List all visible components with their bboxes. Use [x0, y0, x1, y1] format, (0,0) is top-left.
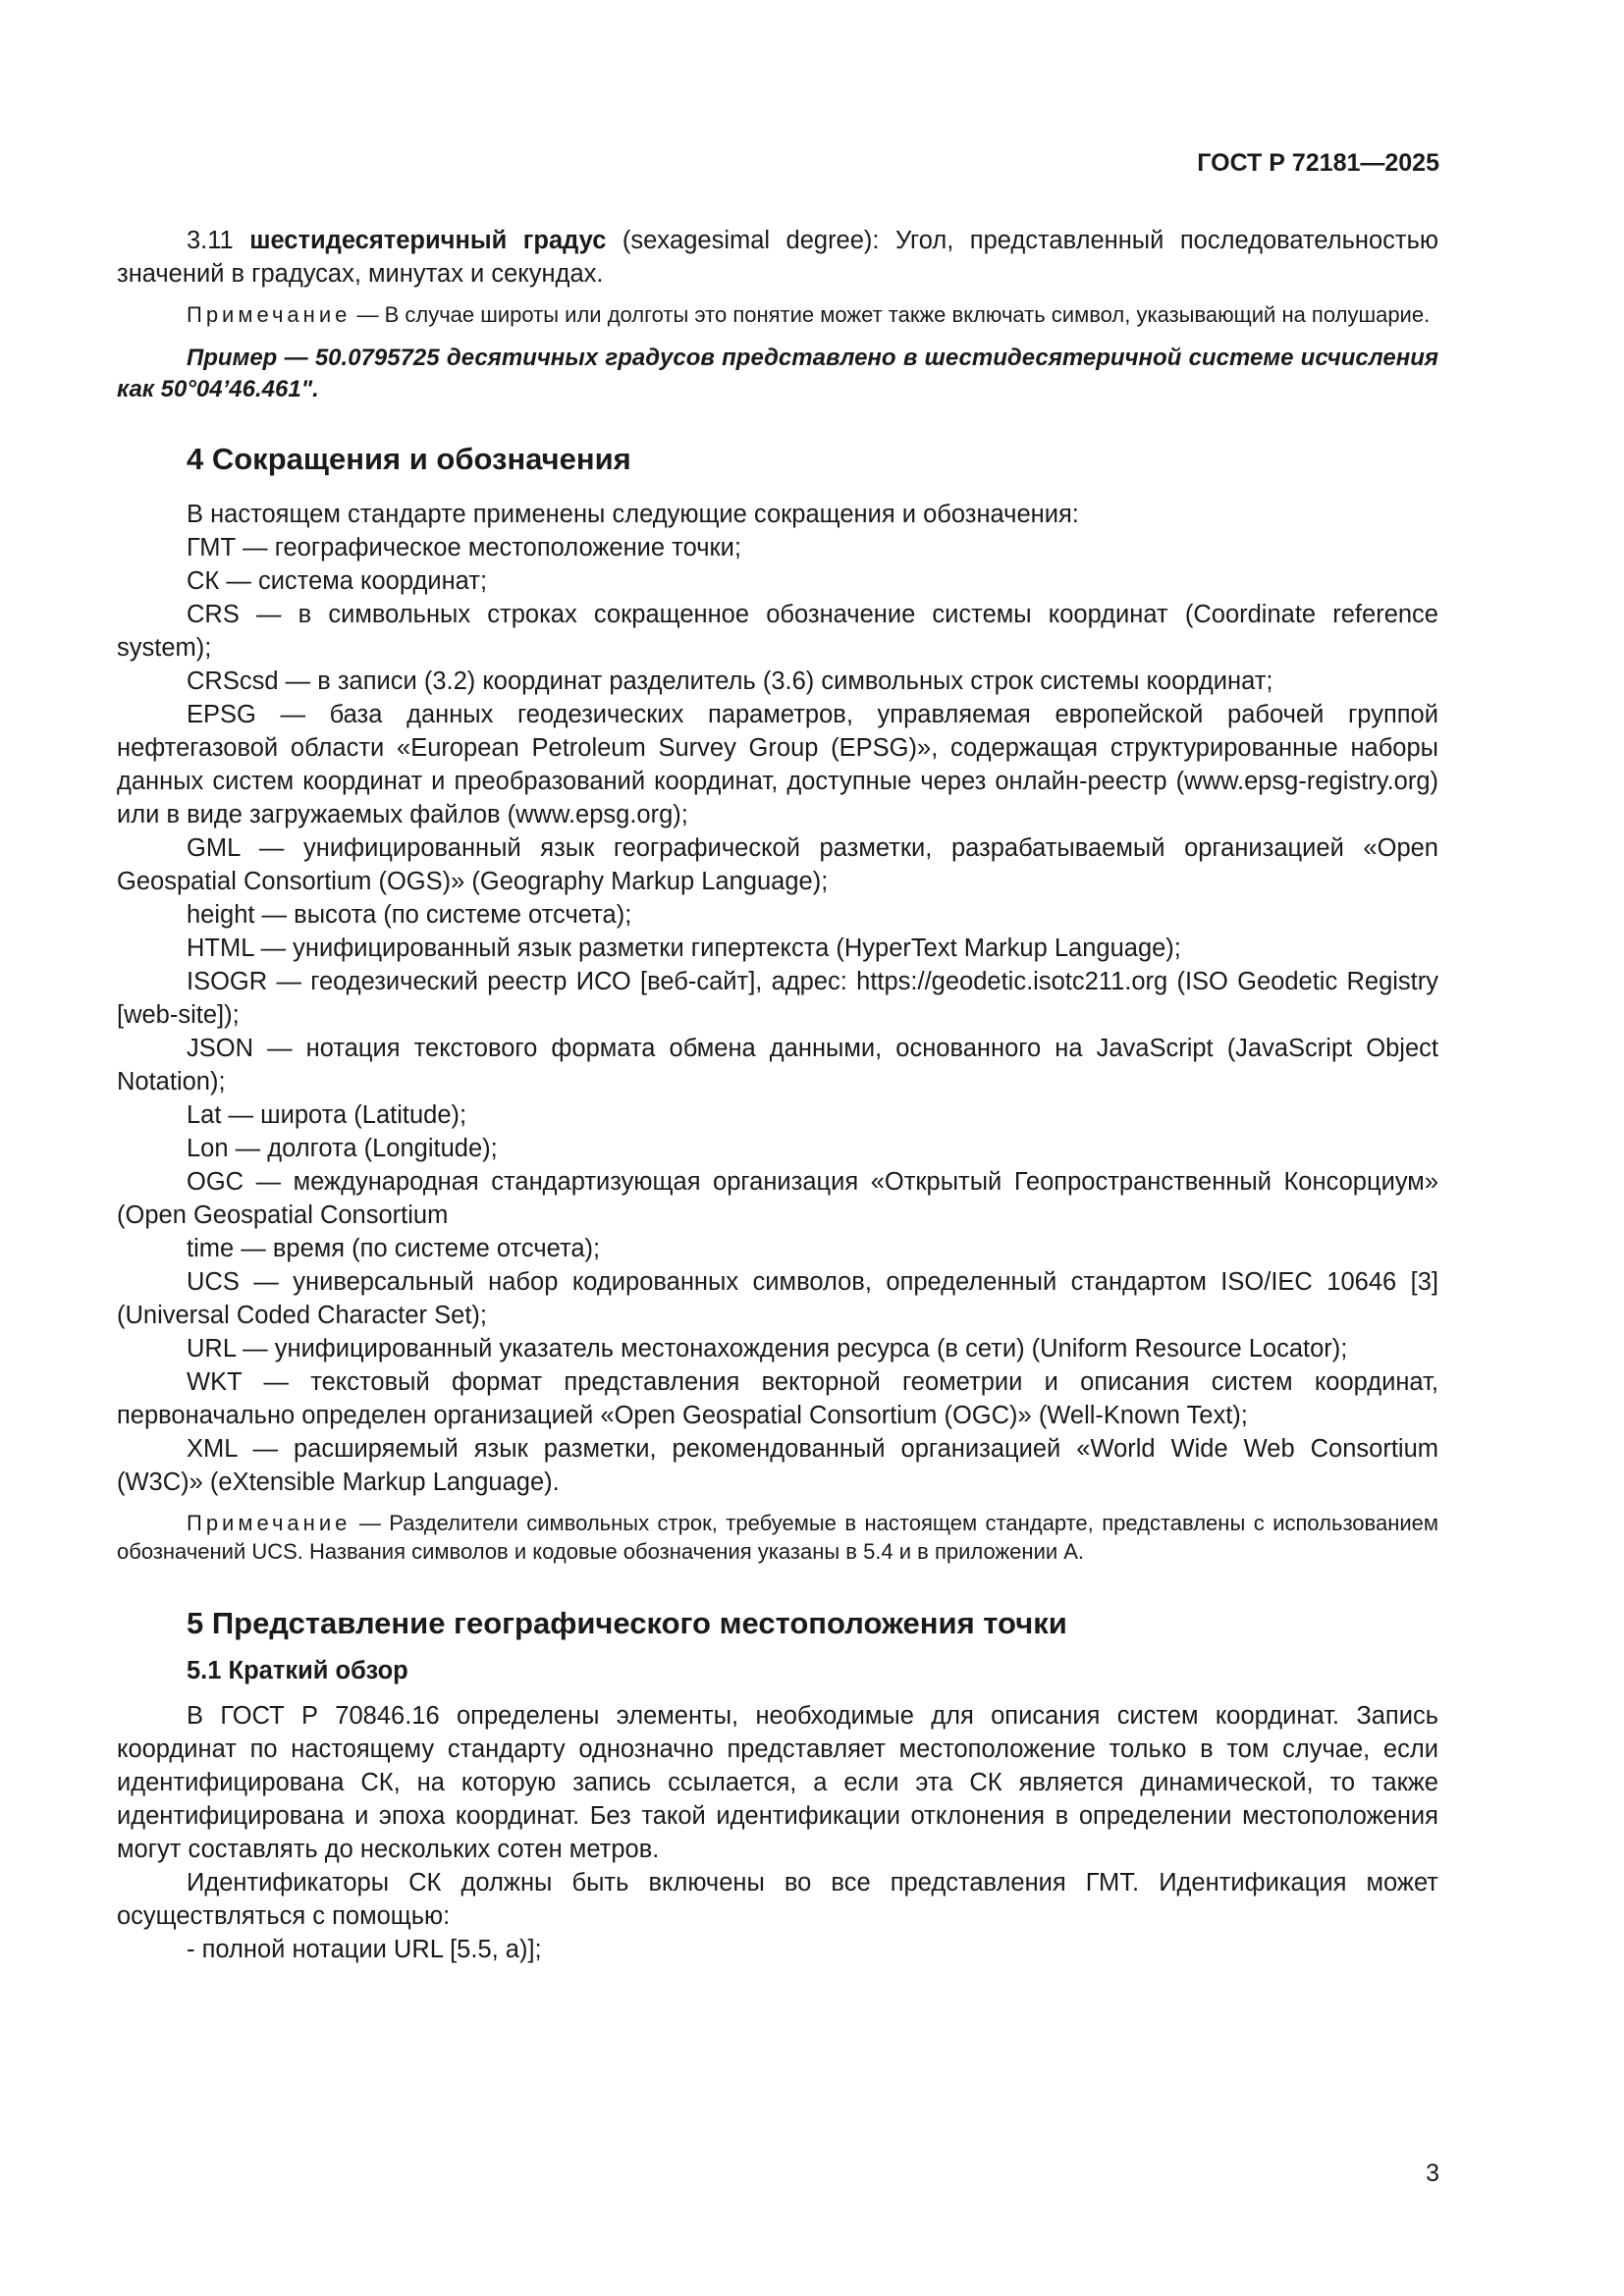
- term-definition: (sexagesimal degree): Угол, представленный последовательностью значений в градусах, минутах и секундах.: [117, 227, 1439, 288]
- term-number: 3.11: [187, 227, 250, 254]
- section-4-intro: В настоящем стандарте применены следующие сокращения и обозначения:: [187, 501, 1079, 528]
- term-name: шестидесятеричный градус: [249, 227, 607, 254]
- example-term-3-11: Пример — 50.0795725 десятичных градусов представлено в шестидесятеричной системе исчисления как 50°04’46.461".: [117, 345, 1438, 402]
- abbreviation-item: CRScsd — в записи (3.2) координат разделитель (3.6) символьных строк системы координат;: [187, 667, 1273, 695]
- note-section-4: [117, 1509, 1438, 1566]
- note-term-3-11: [117, 300, 1438, 329]
- section-4-heading: 4 Сокращения и обозначения: [187, 442, 631, 476]
- section-5-paragraph-2: Идентификаторы СК должны быть включены во все представления ГМТ. Идентификация может осуществляться с помощью:: [117, 1869, 1438, 1930]
- abbreviation-item: time — время (по системе отсчета);: [187, 1235, 601, 1262]
- term-3-11: [117, 224, 1438, 291]
- note-text: — В случае широты или долготы это понятие может также включать символ, указывающий на полушарие.: [351, 302, 1431, 327]
- document-header: ГОСТ Р 72181—2025: [1197, 149, 1439, 177]
- note-label: Примечание: [187, 1511, 352, 1535]
- abbreviation-item: Lat — широта (Latitude);: [187, 1101, 467, 1129]
- abbreviation-item: ISOGR — геодезический реестр ИСО [веб-сайт], адрес: https://geodetic.isotc211.org (ISO Geodetic Registry [web-site]);: [117, 968, 1438, 1029]
- subsection-5-1-heading: 5.1 Краткий обзор: [187, 1657, 408, 1684]
- abbreviation-item: EPSG — база данных геодезических параметров, управляемая европейской рабочей группой нефтегазовой области «European Petroleum Survey Group (EPSG)», содержащая структурированные наборы данных систем координат и преобразований координат, доступные через онлайн-реестр (www.epsg-registry.org) или в виде загружаемых файлов (www.epsg.org);: [117, 701, 1438, 828]
- page-number: 3: [1426, 2160, 1439, 2187]
- abbreviation-item: height — высота (по системе отсчета);: [187, 901, 632, 929]
- section-5-paragraph-1: В ГОСТ Р 70846.16 определены элементы, необходимые для описания систем координат. Запись координат по настоящему стандарту однозначно представляет местоположение только в том случае, если идентифицирована СК, на которую запись ссылается, а если эта СК является динамической, то также идентифицирована и эпоха координат. Без такой идентификации отклонения в определении местоположения могут составлять до нескольких сотен метров.: [117, 1702, 1438, 1863]
- section-5-heading: 5 Представление географического местоположения точки: [187, 1606, 1067, 1640]
- abbreviation-item: UCS — универсальный набор кодированных символов, определенный стандартом ISO/IEC 10646 [3] (Universal Coded Character Set);: [117, 1268, 1438, 1329]
- abbreviation-item: GML — унифицированный язык географической разметки, разрабатываемый организацией «Open Geospatial Consortium (OGS)» (Geography Markup Language);: [117, 834, 1438, 895]
- abbreviation-item: URL — унифицированный указатель местонахождения ресурса (в сети) (Uniform Resource Locator);: [187, 1335, 1348, 1362]
- note-text: — Разделители символьных строк, требуемые в настоящем стандарте, представлены с использованием обозначений UCS. Названия символов и кодовые обозначения указаны в 5.4 и в приложении А.: [117, 1511, 1438, 1564]
- abbreviation-item: WKT — текстовый формат представления векторной геометрии и описания систем координат, первоначально определен организацией «Open Geospatial Consortium (OGC)» (Well-Known Text);: [117, 1368, 1438, 1429]
- abbreviation-item: CRS — в символьных строках сокращенное обозначение системы координат (Coordinate reference system);: [117, 601, 1438, 662]
- abbreviation-item: OGC — международная стандартизующая организация «Открытый Геопространственный Консорциум» (Open Geospatial Consortium: [117, 1168, 1438, 1229]
- note-label: Примечание: [187, 302, 352, 327]
- page-content: [117, 224, 1438, 1966]
- abbreviation-item: ГМТ — географическое местоположение точки;: [187, 534, 741, 561]
- abbreviation-item: XML — расширяемый язык разметки, рекомендованный организацией «World Wide Web Consortium (W3C)» (eXtensible Markup Language).: [117, 1435, 1438, 1496]
- list-item: - полной нотации URL [5.5, а)];: [187, 1936, 542, 1963]
- abbreviation-item: JSON — нотация текстового формата обмена данными, основанного на JavaScript (JavaScript Object Notation);: [117, 1035, 1438, 1095]
- abbreviation-item: Lon — долгота (Longitude);: [187, 1135, 498, 1162]
- abbreviation-item: HTML — унифицированный язык разметки гипертекста (HyperText Markup Language);: [187, 934, 1181, 962]
- abbreviation-item: СК — система координат;: [187, 567, 488, 595]
